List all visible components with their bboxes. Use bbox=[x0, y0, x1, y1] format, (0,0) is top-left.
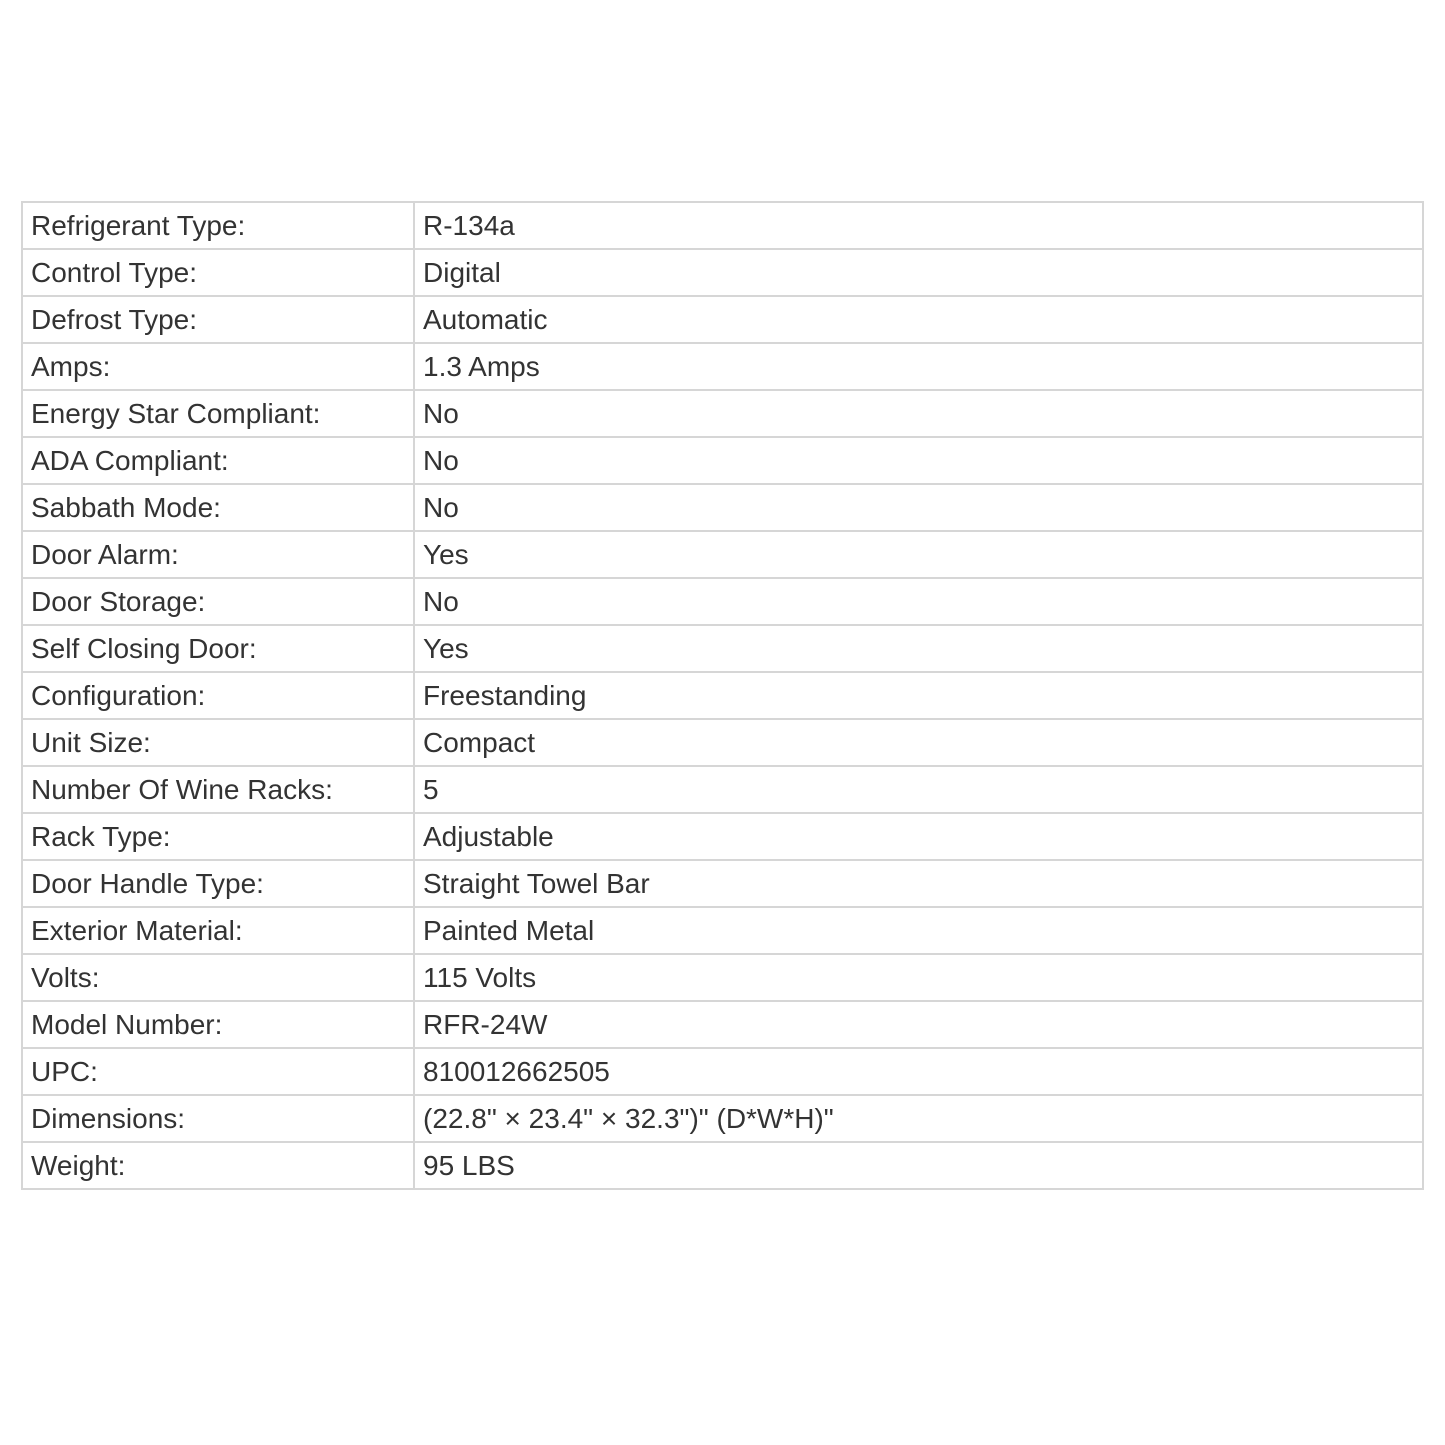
spec-label: Number Of Wine Racks: bbox=[22, 766, 414, 813]
spec-row-refrigerant-type bbox=[22, 202, 1423, 249]
spec-label: Unit Size: bbox=[22, 719, 414, 766]
spec-label: Door Handle Type: bbox=[22, 860, 414, 907]
spec-value: No bbox=[414, 390, 1423, 437]
spec-row-defrost-type bbox=[22, 296, 1423, 343]
spec-row-rack-type bbox=[22, 813, 1423, 860]
spec-value: 810012662505 bbox=[414, 1048, 1423, 1095]
spec-row-dimensions bbox=[22, 1095, 1423, 1142]
specifications-table bbox=[21, 201, 1424, 1190]
spec-value: Digital bbox=[414, 249, 1423, 296]
spec-label: Defrost Type: bbox=[22, 296, 414, 343]
spec-label: Control Type: bbox=[22, 249, 414, 296]
spec-value: 1.3 Amps bbox=[414, 343, 1423, 390]
spec-row-weight bbox=[22, 1142, 1423, 1189]
spec-value: Compact bbox=[414, 719, 1423, 766]
spec-label: Exterior Material: bbox=[22, 907, 414, 954]
spec-label: Configuration: bbox=[22, 672, 414, 719]
spec-value: Adjustable bbox=[414, 813, 1423, 860]
spec-value: RFR-24W bbox=[414, 1001, 1423, 1048]
spec-label: Self Closing Door: bbox=[22, 625, 414, 672]
spec-value: No bbox=[414, 578, 1423, 625]
spec-value: 95 LBS bbox=[414, 1142, 1423, 1189]
spec-label: Model Number: bbox=[22, 1001, 414, 1048]
spec-value: (22.8" × 23.4" × 32.3")" (D*W*H)" bbox=[414, 1095, 1423, 1142]
spec-row-control-type bbox=[22, 249, 1423, 296]
spec-row-exterior-material bbox=[22, 907, 1423, 954]
spec-value: Straight Towel Bar bbox=[414, 860, 1423, 907]
spec-row-model-number bbox=[22, 1001, 1423, 1048]
spec-row-energy-star-compliant bbox=[22, 390, 1423, 437]
specifications-table-body bbox=[22, 202, 1423, 1189]
spec-row-door-handle-type bbox=[22, 860, 1423, 907]
spec-value: 5 bbox=[414, 766, 1423, 813]
spec-row-door-alarm bbox=[22, 531, 1423, 578]
spec-label: Door Alarm: bbox=[22, 531, 414, 578]
spec-label: Sabbath Mode: bbox=[22, 484, 414, 531]
spec-label: Rack Type: bbox=[22, 813, 414, 860]
spec-row-unit-size bbox=[22, 719, 1423, 766]
spec-label: Weight: bbox=[22, 1142, 414, 1189]
spec-value: No bbox=[414, 437, 1423, 484]
spec-value: Painted Metal bbox=[414, 907, 1423, 954]
spec-label: Dimensions: bbox=[22, 1095, 414, 1142]
spec-label: ADA Compliant: bbox=[22, 437, 414, 484]
spec-row-upc bbox=[22, 1048, 1423, 1095]
spec-value: Automatic bbox=[414, 296, 1423, 343]
spec-value: R-134a bbox=[414, 202, 1423, 249]
spec-value: Yes bbox=[414, 531, 1423, 578]
spec-row-door-storage bbox=[22, 578, 1423, 625]
spec-label: Amps: bbox=[22, 343, 414, 390]
spec-value: 115 Volts bbox=[414, 954, 1423, 1001]
spec-row-configuration bbox=[22, 672, 1423, 719]
spec-row-sabbath-mode bbox=[22, 484, 1423, 531]
spec-label: Door Storage: bbox=[22, 578, 414, 625]
spec-row-self-closing-door bbox=[22, 625, 1423, 672]
spec-label: Energy Star Compliant: bbox=[22, 390, 414, 437]
spec-label: UPC: bbox=[22, 1048, 414, 1095]
spec-row-volts bbox=[22, 954, 1423, 1001]
spec-value: Yes bbox=[414, 625, 1423, 672]
spec-label: Refrigerant Type: bbox=[22, 202, 414, 249]
spec-label: Volts: bbox=[22, 954, 414, 1001]
spec-row-number-of-wine-racks bbox=[22, 766, 1423, 813]
spec-row-ada-compliant bbox=[22, 437, 1423, 484]
spec-value: Freestanding bbox=[414, 672, 1423, 719]
spec-value: No bbox=[414, 484, 1423, 531]
spec-row-amps bbox=[22, 343, 1423, 390]
